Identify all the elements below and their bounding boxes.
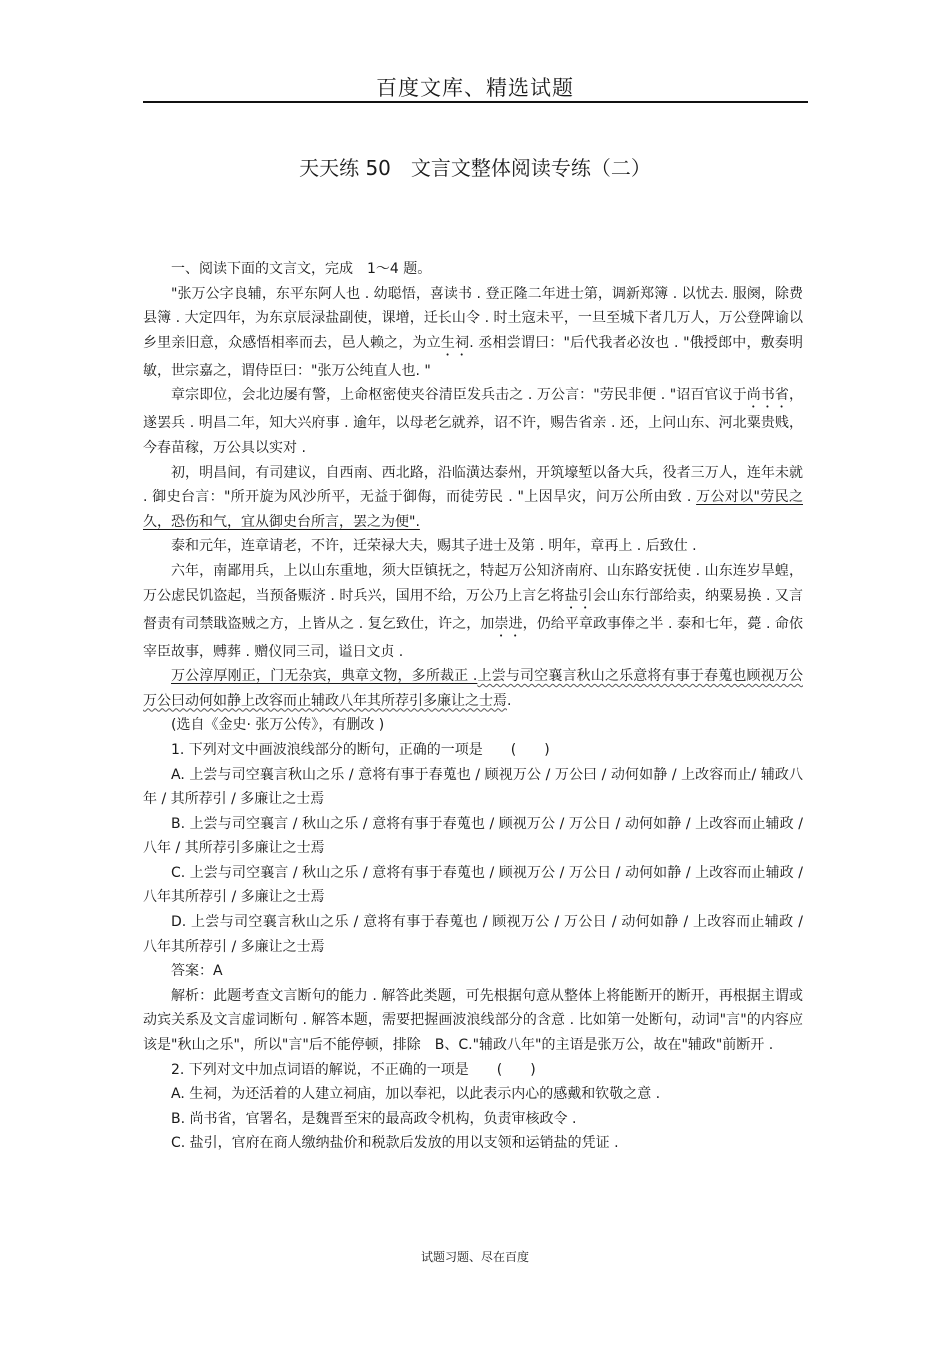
question-2-option-b: B. 尚书省，官署名，是魏晋至宋的最高政令机构，负责审核政令 .	[171, 1110, 577, 1127]
question-1-answer: 答案：A	[171, 963, 223, 980]
document-body	[143, 257, 803, 1156]
dotted-word-chongjin: 崇进	[494, 615, 523, 632]
passage-text: "张万公字良辅，东平东阿人也 . 幼聪悟，喜读书 . 登正隆二年进士第，调新郑簿 . 以忧去. 服阕，除费县簿 . 大定四年，为东京辰渌盐副使，课增，迁长山令 . 时土寇未平，一旦至城下者几万人，万公登陴谕以乡里亲旧意，众感悟相率而去，邑人赖之，为立	[143, 285, 803, 351]
passage-text: 初，明昌间，有司建议，自西南、西北路，沿临潢达泰州，开筑壕堑以备大兵，役者三万人，连年未就 . 御史台言："所开旋为风沙所平，无益于御侮，而徒劳民 . "上因旱灾，问万公所由致 .	[143, 464, 803, 506]
dotted-word-shangshusheng: 尚书省	[746, 387, 790, 404]
question-1-option-b: B. 上尝与司空襄言 / 秋山之乐 / 意将有事于春蒐也 / 顾视万公 / 万公日 / 动何如静 / 上改容而止辅政 / 八年 / 其所荐引多廉让之士焉	[143, 815, 803, 857]
question-2-stem: 2. 下列对文中加点词语的解说，不正确的一项是 ( )	[171, 1061, 536, 1078]
question-1-stem: 1. 下列对文中画波浪线部分的断句，正确的一项是 ( )	[171, 741, 550, 758]
section-instruction: 一、阅读下面的文言文，完成 1～4 题。	[171, 261, 432, 277]
header-title: 百度文库、精选试题	[376, 76, 574, 100]
passage-paragraph-3	[143, 461, 803, 535]
question-1-option-d: D. 上尝与司空襄言秋山之乐 / 意将有事于春蒐也 / 顾视万公 / 万公日 / 动何如静 / 上改容而止辅政 / 八年其所荐引 / 多廉让之士焉	[143, 914, 803, 955]
header-divider	[143, 101, 808, 103]
passage-paragraph-5	[143, 559, 803, 664]
document-title: 天天练 50 文言文整体阅读专练（二）	[299, 156, 651, 180]
passage-text: ，仍给平章政事俸之半 . 泰和七年，薨 . 命依宰臣故事，赙葬 . 赠仪同三司，谥日文贞 .	[143, 615, 804, 660]
page-footer: 试题习题、尽在百度	[420, 1250, 529, 1264]
passage-source: (选自《金史· 张万公传》，有删改 )	[171, 717, 385, 734]
question-1-analysis: 解析：此题考查文言断句的能力 . 解答此类题，可先根据句意从整体上将能断开的断开，再根据主谓或动宾关系及文言虚词断句 . 解答本题，需要把握画波浪线部分的含意 . 比如第一处断句，动词"言"的内容应该是"秋山之乐"，所以"言"后不能停顿，排除 B、C."辅政八年"的主语是张万公，故在"辅政"前断开 .	[143, 987, 803, 1054]
passage-paragraph-1	[143, 282, 803, 384]
dotted-word-shengci: 生祠	[440, 334, 470, 351]
passage-paragraph-4: 泰和元年，连章请老，不许，迁荣禄大夫，赐其子进士及第 . 明年，章再上 . 后致仕 .	[171, 538, 697, 555]
question-2-option-c: C. 盐引，官府在商人缴纳盐价和税款后发放的用以支领和运销盐的凭证 .	[171, 1135, 619, 1152]
question-1-option-a: A. 上尝与司空襄言秋山之乐 / 意将有事于春蒐也 / 顾视万公 / 万公曰 / 动何如静 / 上改容而止/ 辅政八年 / 其所荐引 / 多廉让之士焉	[143, 766, 803, 808]
question-1-option-c: C. 上尝与司空襄言 / 秋山之乐 / 意将有事于春蒐也 / 顾视万公 / 万公日 / 动何如静 / 上改容而止辅政 / 八年其所荐引 / 多廉让之士焉	[143, 864, 803, 906]
underlined-sentence: 万公淳厚刚正，门无杂宾，典章文物，多所裁正 .	[171, 668, 478, 685]
passage-text: .	[507, 692, 512, 709]
wavy-underlined-passage: 上尝与司空襄言秋山之乐意将有事于春蒐也顾视万公万公曰动何如静上改容而止辅政八年其所荐引多廉让之士焉	[143, 668, 803, 709]
underlined-sentence: 万公对以"劳民之久，恐伤和气，宜从御史台所言，罢之为便".	[143, 489, 803, 530]
passage-text: 会山东行部给卖，纳粟易换 . 又言督责有司禁戢盗贼之方，上皆从之 . 复乞致仕，许之，加	[143, 587, 803, 632]
dotted-word-yanyin: 盐引	[564, 587, 593, 604]
passage-text: 章宗即位，会北边屡有警，上命枢密使夹谷清臣发兵击之 . 万公言："劳民非便 . "诏百官议于	[171, 387, 747, 404]
passage-text: . 丞相尝谓曰："后代我者必汝也 . "俄授郎中，敷奏明敏，世宗嘉之，谓侍臣曰："张万公纯直人也. "	[143, 334, 803, 379]
question-2-option-a: A. 生祠，为还活着的人建立祠庙，加以奉祀，以此表示内心的感戴和钦敬之意 .	[171, 1086, 661, 1103]
passage-text: 六年，南鄙用兵，上以山东重地，须大臣镇抚之，特起万公知济南府、山东路安抚使 . 山东连岁旱蝗，万公虑民饥盗起，当预备赈济 . 时兵兴，国用不给，万公乃上言乞将	[143, 562, 803, 604]
passage-paragraph-6	[143, 664, 803, 713]
passage-paragraph-2	[143, 383, 803, 460]
passage-text: ，遂罢兵 . 明昌二年，知大兴府事 . 逾年，以母老乞就养，诏不许，赐告省亲 . 还，上问山东、河北粟贵贱，今春苗稼，万公具以实对 .	[143, 387, 804, 456]
